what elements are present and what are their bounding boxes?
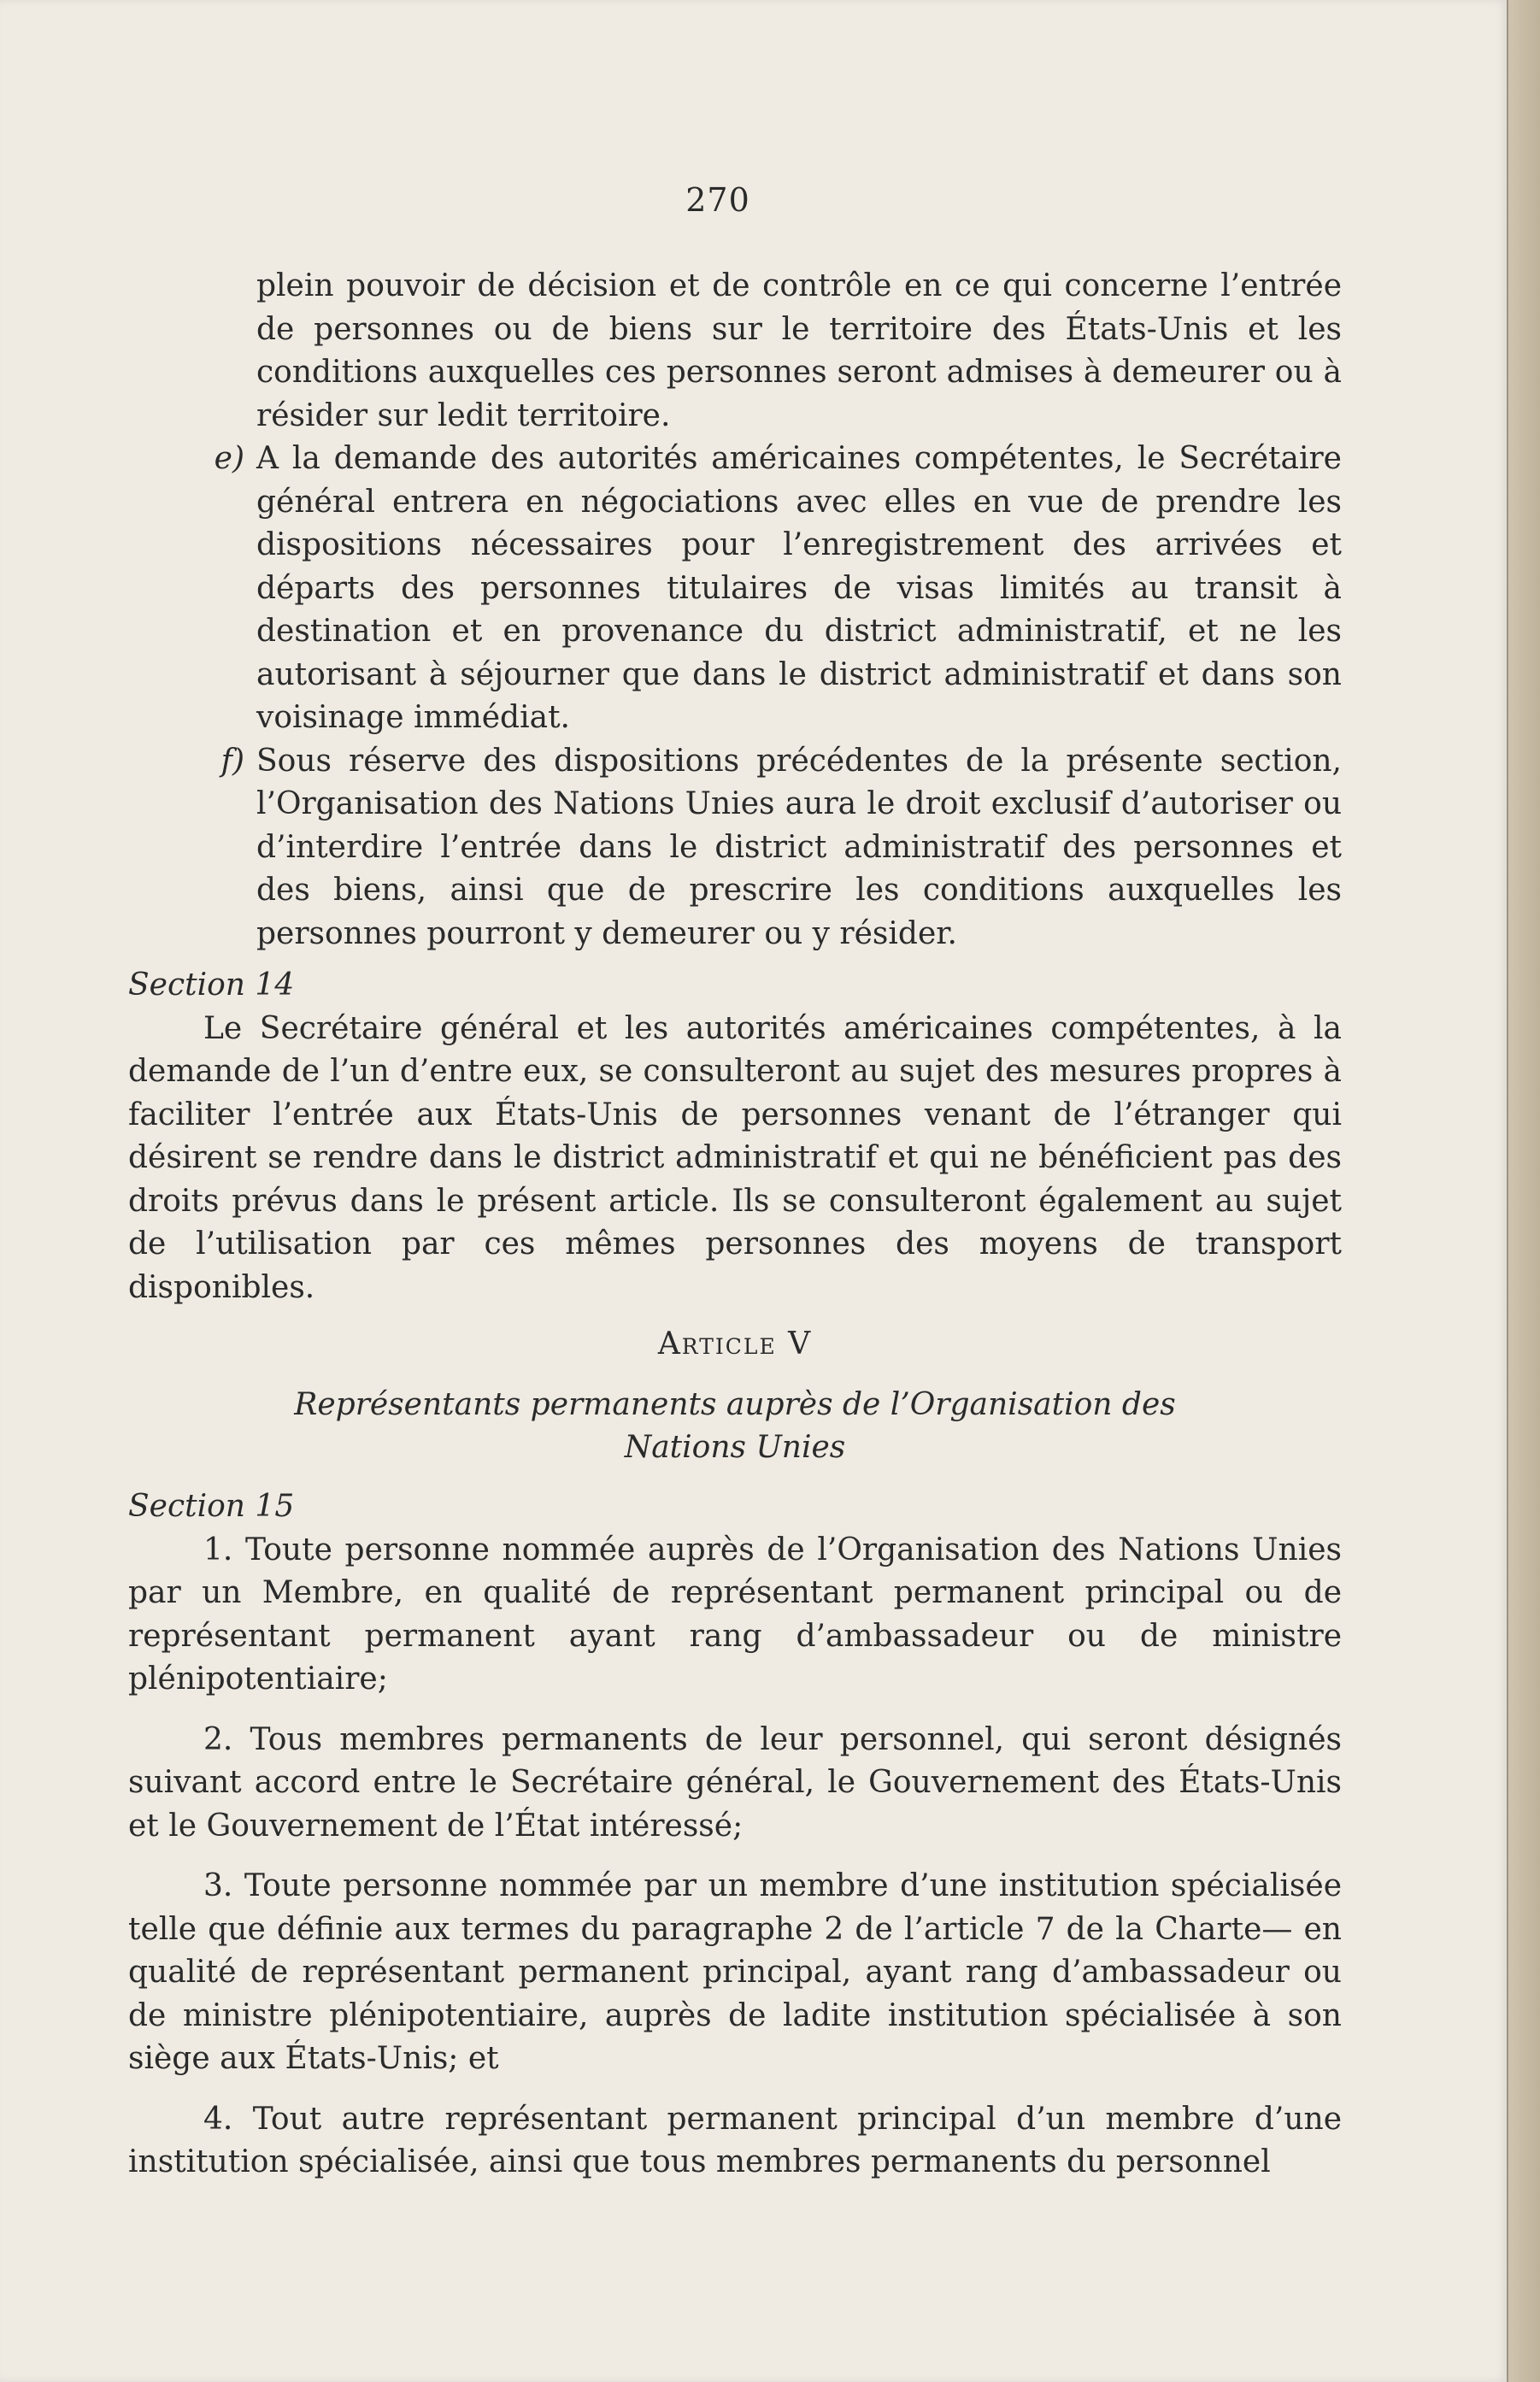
section-paragraph: 4. Tout autre représentant permanent principal d’un membre d’une institution spécialisée, ainsi que tous membres permanents du personnel xyxy=(128,2101,1342,2179)
intro-paragraph: plein pouvoir de décision et de contrôle en ce qui concerne l’entrée de personnes ou de biens sur le territoire des États-Unis et les conditions auxquelles ces personnes seront admises à demeurer ou à résider sur ledit territoire. xyxy=(256,268,1342,433)
list-item-label: e) xyxy=(214,441,244,476)
article-heading: Article V xyxy=(657,1326,813,1362)
section-15 xyxy=(128,1485,1342,2185)
list-item-f xyxy=(128,740,1342,956)
section-heading: Section 14 xyxy=(128,968,295,1003)
book-page-edge xyxy=(1507,0,1540,2382)
section-paragraph: 1. Toute personne nommée auprès de l’Organisation des Nations Unies par un Membre, en qualité de représentant permanent principal ou de représentant permanent ayant rang d’ambassadeur ou de ministre plénipotentiaire; xyxy=(128,1532,1342,1697)
section-paragraph: 2. Tous membres permanents de leur personnel, qui seront désignés suivant accord entre le Secrétaire général, le Gouvernement des États-Unis et le Gouvernement de l’État intéressé; xyxy=(128,1721,1342,1844)
page-number: 270 xyxy=(685,181,750,219)
section-paragraph: Le Secrétaire général et les autorités américaines compétentes, à la demande de l’un d’entre eux, se consulteront au sujet des mesures propres à faciliter l’entrée aux États-Unis de personnes venant de l’étranger qui désirent se rendre dans le district administratif et qui ne bénéficient pas des droits prévus dans le présent article. Ils se consulteront également au sujet de l’utilisation par ces mêmes personnes des moyens de transport disponibles. xyxy=(128,1010,1342,1305)
list-item-text: Sous réserve des dispositions précédentes de la présente section, l’Organisation des Nations Unies aura le droit exclusif d’autoriser ou d’interdire l’entrée dans le district administratif des personnes et des biens, ainsi que de prescrire les conditions auxquelles les personnes pourront y demeurer ou y résider. xyxy=(256,743,1342,951)
list-item-text: A la demande des autorités américaines compétentes, le Secrétaire général entrera en négociations avec elles en vue de prendre les dispositions nécessaires pour l’enregistrement des arrivées et départs des personnes titulaires de visas limités au transit à destination et en provenance du district administratif, et ne les autorisant à séjourner que dans le district administratif et dans son voisinage immédiat. xyxy=(256,441,1342,735)
intro-item xyxy=(128,265,1342,438)
list-item-e xyxy=(128,438,1342,740)
section-paragraph: 3. Toute personne nommée par un membre d’une institution spécialisée telle que définie aux termes du paragraphe 2 de l’article 7 de la Charte— en qualité de représentant permanent principal, ayant rang d’ambassadeur ou de ministre plénipotentiaire, auprès de ladite institution spécialisée à son siège aux États-Unis; et xyxy=(128,1868,1342,2076)
section-14 xyxy=(128,964,1342,1309)
list-item-label: f) xyxy=(220,743,244,779)
provisions-block xyxy=(128,265,1342,956)
article-subtitle: Représentants permanents auprès de l’Organisation des Nations Unies xyxy=(294,1386,1176,1465)
article-header xyxy=(128,1323,1342,1470)
section-heading: Section 15 xyxy=(128,1489,295,1524)
